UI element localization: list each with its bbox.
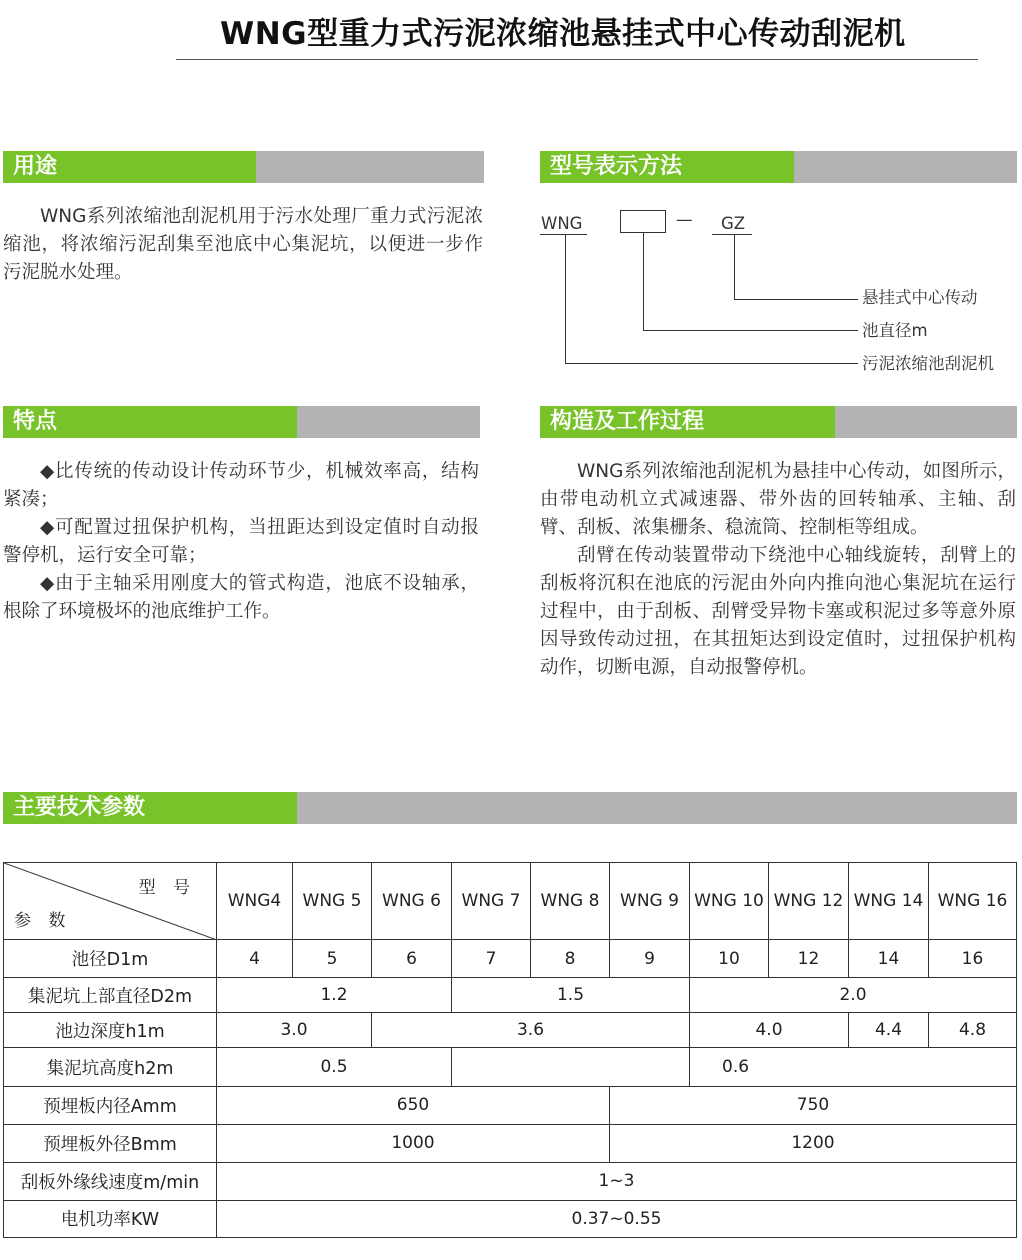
section-bar-model [540,151,1017,183]
table-cell: 0.5 [217,1048,452,1086]
table-cell: 3.0 [217,1013,372,1048]
section-heading-model: 型号表示方法 [540,151,794,183]
diameter-placeholder-box [620,210,666,233]
table-cell: 1.5 [452,978,690,1013]
features-list [3,458,479,626]
table-row [4,1200,1017,1237]
table-row [4,1124,1017,1162]
table-row [4,1086,1017,1124]
feature-item: ◆由于主轴采用刚度大的管式构造，池底不设轴承，根除了环境极坏的池底维护工作。 [3,573,479,622]
section-bar-params [3,792,1017,824]
model-header: WNG 5 [293,863,372,940]
table-row [4,978,1017,1013]
row-label: 预埋板内径Amm [4,1086,217,1124]
row-label: 集泥坑上部直径D2m [4,978,217,1013]
model-header: WNG 16 [929,863,1017,940]
row-label: 池边深度h1m [4,1013,217,1048]
feature-item: ◆可配置过扭保护机构，当扭距达到设定值时自动报警停机，运行安全可靠； [3,517,479,566]
leader-line-box-h [643,330,858,331]
structure-paragraph: 刮臂在传动装置带动下绕池中心轴线旋转，刮臂上的刮板将沉积在池底的污泥由外向内推向池心集泥坑在运行过程中，由于刮板、刮臂受异物卡塞或积泥过多等意外原因导致传动过扭，在其扭矩达到设定值时，过扭保护机构动作，切断电源，自动报警停机。 [540,545,1016,678]
table-cell: 4.0 [690,1013,849,1048]
table-cell: 16 [929,940,1017,978]
header-model-label: 型 号 [138,878,196,898]
leader-line-gz [734,234,735,300]
table-cell: 7 [452,940,531,978]
table-cell: 6 [372,940,452,978]
leader-line-wng-h [565,363,858,364]
section-bar-structure [540,406,1017,438]
table-cell: 3.6 [372,1013,690,1048]
model-header: WNG 14 [849,863,929,940]
title-divider [176,59,978,60]
table-cell: 5 [293,940,372,978]
table-cell: 4 [217,940,293,978]
table-cell [452,1048,690,1086]
table-cell: 4.8 [929,1013,1017,1048]
section-bar-usage [3,151,484,183]
row-label: 刮板外缘线速度m/min [4,1162,217,1200]
table-cell: 0.6 [690,1048,1017,1086]
model-prefix: WNG [541,214,583,233]
section-heading-usage: 用途 [3,151,256,183]
table-cell: 1000 [217,1124,610,1162]
table-cell: 750 [610,1086,1017,1124]
table-cell: 10 [690,940,769,978]
model-header: WNG 7 [452,863,531,940]
prefix-underline [540,234,587,235]
suffix-underline [712,234,752,235]
table-cell: 1~3 [217,1162,1017,1200]
structure-paragraph: WNG系列浓缩池刮泥机为悬挂中心传动，如图所示，由带电动机立式减速器、带外齿的回转轴承、主轴、刮臂、刮板、浓集栅条、稳流筒、控制柜等组成。 [540,461,1016,538]
table-header-row [4,863,1017,940]
table-cell: 14 [849,940,929,978]
table-cell: 9 [610,940,690,978]
leader-line-wng [565,234,566,364]
section-heading-params: 主要技术参数 [3,792,297,824]
table-cell: 0.37~0.55 [217,1200,1017,1237]
diagonal-header-cell [4,863,217,940]
page-title: WNG型重力式污泥浓缩池悬挂式中心传动刮泥机 [220,16,906,52]
label-pool-diameter: 池直径m [862,321,928,340]
leader-line-box [643,233,644,331]
structure-text [540,458,1016,682]
model-suffix: GZ [721,214,746,233]
model-header: WNG 10 [690,863,769,940]
feature-item: ◆比传统的传动设计传动环节少，机械效率高，结构紧凑； [3,461,479,510]
table-cell: 8 [531,940,610,978]
leader-line-gz-h [734,299,858,300]
row-label: 集泥坑高度h2m [4,1048,217,1086]
model-header: WNG4 [217,863,293,940]
model-dash: — [676,210,693,229]
parameter-table [3,862,1017,1238]
row-label: 池径D1m [4,940,217,978]
table-cell: 650 [217,1086,610,1124]
label-suspended-drive: 悬挂式中心传动 [862,288,978,307]
table-row [4,1048,1017,1086]
usage-text: WNG系列浓缩池刮泥机用于污水处理厂重力式污泥浓缩池，将浓缩污泥刮集至池底中心集泥坑，以便进一步作污泥脱水处理。 [3,206,483,283]
table-row [4,1013,1017,1048]
table-cell: 2.0 [690,978,1017,1013]
section-heading-features: 特点 [3,406,297,438]
section-heading-structure: 构造及工作过程 [540,406,835,438]
model-header: WNG 8 [531,863,610,940]
section-bar-features [3,406,480,438]
header-param-label: 参 数 [14,911,72,932]
model-header: WNG 6 [372,863,452,940]
table-cell: 1200 [610,1124,1017,1162]
table-row [4,1162,1017,1200]
table-cell: 4.4 [849,1013,929,1048]
row-label: 电机功率KW [4,1200,217,1237]
table-row [4,940,1017,978]
table-cell: 1.2 [217,978,452,1013]
model-header: WNG 9 [610,863,690,940]
row-label: 预埋板外径Bmm [4,1124,217,1162]
table-cell: 12 [769,940,849,978]
model-header: WNG 12 [769,863,849,940]
label-scraper-type: 污泥浓缩池刮泥机 [862,354,994,373]
